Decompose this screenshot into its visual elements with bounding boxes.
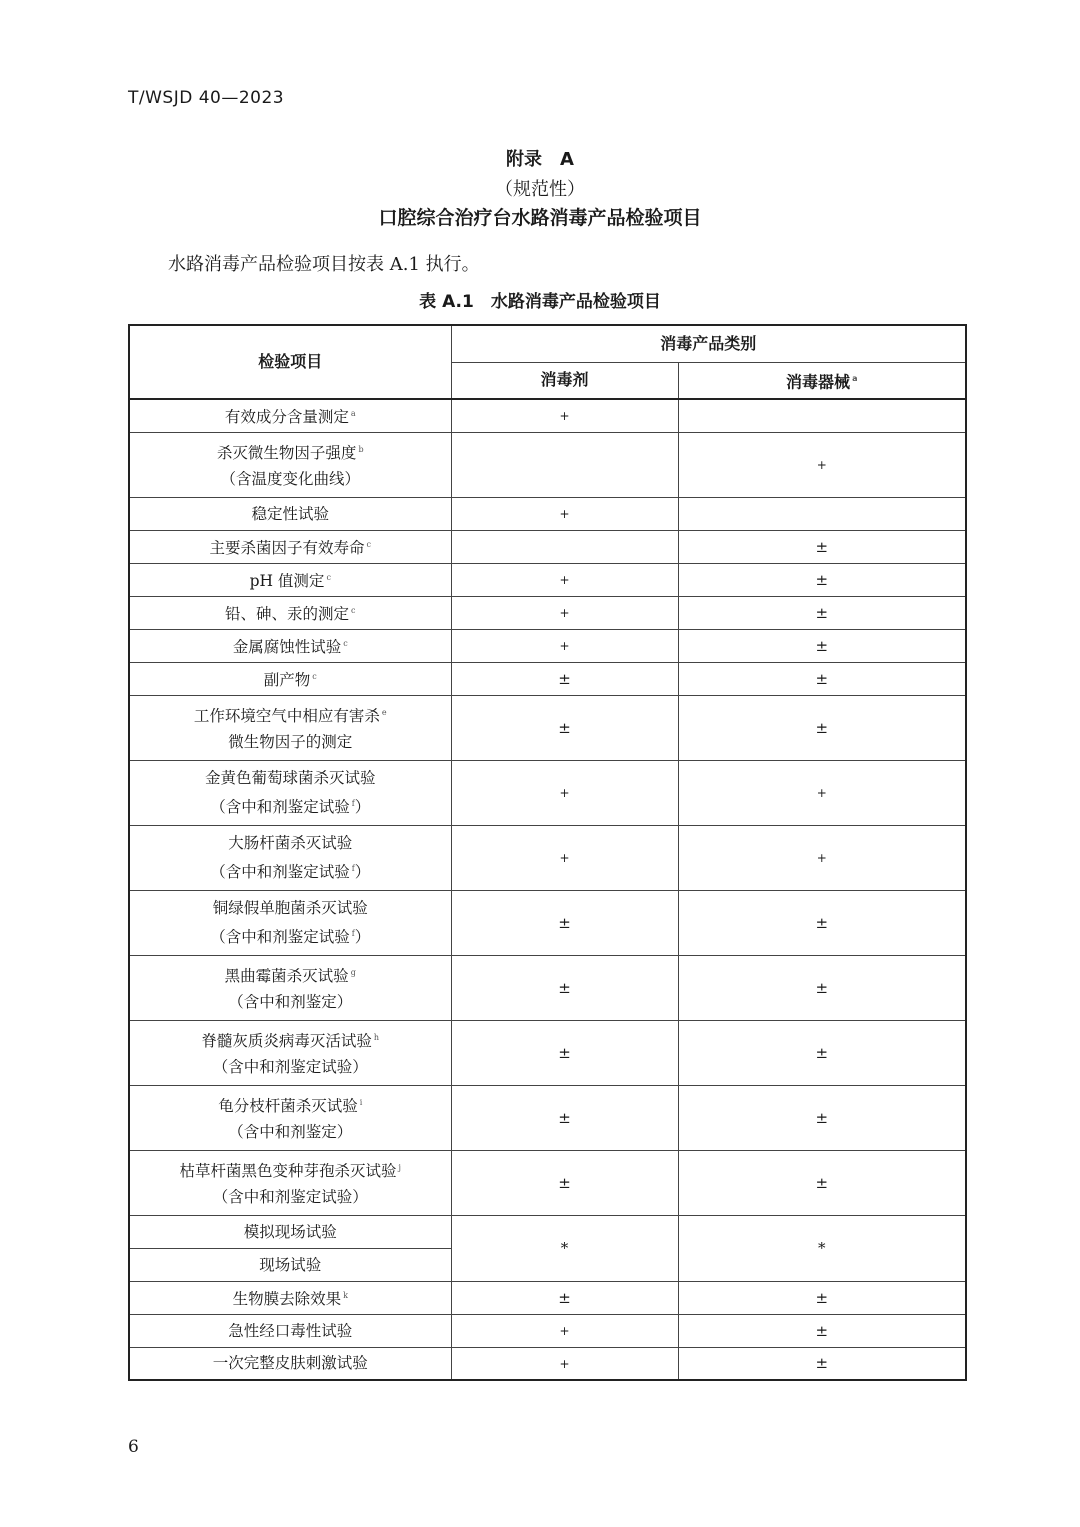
footnote-ref: a: [852, 373, 858, 383]
device-cell-value: ±: [815, 1108, 829, 1127]
disinfectant-cell: [451, 1085, 678, 1150]
footnote-ref: f: [351, 863, 355, 873]
disinfectant-cell: [451, 695, 678, 760]
inspection-item-cell: [129, 1314, 451, 1347]
disinfectant-cell-value: +: [559, 606, 570, 620]
table-caption: 表 A.1 水路消毒产品检验项目: [419, 292, 661, 312]
device-cell: [678, 399, 966, 432]
item-name: 枯草杆菌黑色变种芽孢杀灭试验: [179, 1162, 397, 1181]
disinfectant-cell-value: ±: [558, 718, 571, 737]
inspection-item-cell: [129, 1150, 451, 1215]
device-cell: [678, 1085, 966, 1150]
disinfectant-cell: [451, 1215, 678, 1281]
device-cell-value: *: [818, 1239, 826, 1257]
item-name: 模拟现场试验: [243, 1222, 337, 1241]
footnote-ref: j: [398, 1162, 401, 1172]
item-name-line2-end: ）: [354, 863, 371, 882]
inspection-item-cell: [129, 825, 451, 890]
item-name-line2: （含中和剂鉴定）: [228, 993, 353, 1012]
item-name: 急性经口毒性试验: [228, 1321, 353, 1340]
device-cell: [678, 1281, 966, 1314]
footnote-ref: k: [343, 1290, 348, 1300]
device-cell: [678, 497, 966, 530]
inspection-item-cell: [129, 1281, 451, 1314]
table-row: [129, 530, 966, 563]
table-row: [129, 1314, 966, 1347]
disinfectant-cell: [451, 1020, 678, 1085]
device-cell: [678, 825, 966, 890]
item-name: 铜绿假单胞菌杀灭试验: [212, 898, 368, 917]
disinfectant-cell: [451, 596, 678, 629]
item-name: 生物膜去除效果: [232, 1290, 342, 1309]
device-cell: [678, 596, 966, 629]
disinfectant-cell: [451, 760, 678, 825]
inspection-item-cell: [129, 399, 451, 432]
inspection-item-cell: [129, 695, 451, 760]
item-name: 大肠杆菌杀灭试验: [228, 833, 353, 852]
device-cell-value: ±: [815, 1043, 829, 1062]
device-cell: [678, 955, 966, 1020]
device-cell: [678, 432, 966, 497]
footnote-ref: g: [350, 967, 356, 977]
appendix-title: 附录 A: [506, 149, 574, 170]
footnote-ref: c: [351, 605, 356, 615]
disinfectant-cell: [451, 1314, 678, 1347]
device-cell-value: ±: [815, 978, 829, 997]
table-row: [129, 955, 966, 1020]
header-device-label: 消毒器械: [786, 371, 851, 391]
table-row: [129, 662, 966, 695]
table-row: [129, 629, 966, 662]
disinfectant-cell-value: +: [559, 851, 570, 865]
table-body: [129, 399, 966, 1380]
item-name: 龟分枝杆菌杀灭试验: [218, 1097, 358, 1116]
item-name: 杀灭微生物因子强度: [216, 444, 357, 463]
footnote-ref: c: [326, 572, 331, 582]
device-cell: [678, 1215, 966, 1281]
device-cell-value: ±: [815, 718, 829, 737]
item-name-line2: （含中和剂鉴定试验: [210, 798, 350, 817]
device-cell-value: ±: [815, 669, 829, 688]
disinfectant-cell-value: +: [559, 507, 570, 521]
disinfectant-cell: [451, 890, 678, 955]
inspection-item-cell: [129, 1215, 451, 1248]
header-product-category: 消毒产品类别: [451, 325, 966, 362]
device-cell-value: ±: [815, 1321, 829, 1340]
item-name: 金黄色葡萄球菌杀灭试验: [204, 768, 376, 787]
item-name-line2: （含温度变化曲线）: [220, 470, 360, 489]
item-name-line2-end: ）: [354, 928, 371, 947]
table-row: [129, 1085, 966, 1150]
item-name: 有效成分含量测定: [224, 408, 349, 427]
item-name: pH 值测定: [249, 572, 325, 591]
disinfectant-cell: [451, 825, 678, 890]
inspection-item-cell: [129, 1085, 451, 1150]
disinfectant-cell-value: +: [559, 1324, 570, 1338]
table-row: [129, 399, 966, 432]
disinfectant-cell: [451, 497, 678, 530]
table-row: [129, 695, 966, 760]
footnote-ref: a: [350, 409, 356, 419]
item-name-line2: （含中和剂鉴定试验: [210, 928, 350, 947]
device-cell-value: ±: [815, 537, 829, 556]
device-cell-value: +: [816, 786, 827, 800]
footnote-ref: h: [373, 1032, 380, 1042]
disinfectant-cell-value: ±: [558, 1043, 571, 1062]
table-row: [129, 563, 966, 596]
inspection-item-cell: [129, 596, 451, 629]
inspection-item-cell: [129, 1248, 451, 1281]
disinfectant-cell-value: ±: [558, 669, 571, 688]
table-row: [129, 1281, 966, 1314]
item-name: 铅、砷、汞的测定: [225, 605, 350, 624]
item-name: 主要杀菌因子有效寿命: [209, 539, 365, 558]
item-name: 现场试验: [259, 1255, 322, 1274]
page-number: 6: [128, 1437, 139, 1457]
item-name-line2: （含中和剂鉴定试验）: [212, 1188, 368, 1207]
device-cell: [678, 629, 966, 662]
device-cell-value: ±: [815, 636, 829, 655]
disinfectant-cell-value: *: [560, 1239, 569, 1257]
footnote-ref: f: [351, 798, 355, 808]
table-row: [129, 432, 966, 497]
device-cell-value: ±: [815, 603, 829, 622]
device-cell-value: ±: [815, 570, 829, 589]
footnote-ref: i: [359, 1097, 363, 1107]
disinfectant-cell-value: +: [559, 409, 570, 424]
item-name-line2: 微生物因子的测定: [228, 733, 353, 752]
device-cell: [678, 662, 966, 695]
table-row: [129, 825, 966, 890]
item-name: 副产物: [263, 671, 311, 690]
item-name-line2: （含中和剂鉴定）: [228, 1123, 353, 1142]
device-cell-value: ±: [815, 1288, 829, 1307]
disinfectant-cell-value: +: [559, 786, 570, 800]
disinfectant-cell: [451, 629, 678, 662]
item-name: 黑曲霉菌杀灭试验: [224, 967, 349, 986]
disinfectant-cell-value: ±: [558, 1288, 571, 1307]
inspection-item-cell: [129, 530, 451, 563]
header-disinfectant-label: 消毒剂: [540, 370, 589, 390]
inspection-item-cell: [129, 497, 451, 530]
disinfectant-cell: [451, 432, 678, 497]
disinfectant-cell: [451, 955, 678, 1020]
device-cell-value: ±: [815, 1173, 829, 1192]
item-name: 脊髓灰质炎病毒灭活试验: [201, 1032, 372, 1051]
disinfectant-cell: [451, 1281, 678, 1314]
device-cell-value: +: [816, 458, 827, 472]
inspection-item-cell: [129, 662, 451, 695]
table-row: [129, 890, 966, 955]
table-row: [129, 1215, 966, 1248]
item-name-line2: （含中和剂鉴定试验）: [212, 1058, 368, 1077]
disinfectant-cell-value: +: [559, 639, 570, 653]
disinfectant-cell-value: +: [559, 1356, 570, 1371]
disinfectant-cell: [451, 530, 678, 563]
disinfectant-cell: [451, 1150, 678, 1215]
header-inspection-item: 检验项目: [129, 325, 451, 399]
item-name: 一次完整皮肤刺激试验: [212, 1354, 368, 1373]
inspection-item-cell: [129, 1020, 451, 1085]
disinfectant-cell-value: ±: [558, 1108, 571, 1127]
disinfectant-cell-value: ±: [558, 913, 571, 932]
item-name: 工作环境空气中相应有害杀: [193, 707, 380, 726]
item-name: 稳定性试验: [251, 504, 329, 523]
device-cell-value: +: [816, 851, 827, 865]
device-cell-value: ±: [815, 1354, 829, 1373]
header-disinfectant: [451, 362, 678, 399]
disinfectant-cell: [451, 662, 678, 695]
device-cell: [678, 695, 966, 760]
item-name-line2-end: ）: [354, 798, 371, 817]
footnote-ref: e: [381, 707, 387, 717]
table-row: [129, 1347, 966, 1380]
document-code: T/WSJD 40—2023: [128, 88, 285, 108]
inspection-item-cell: [129, 629, 451, 662]
inspection-item-cell: [129, 563, 451, 596]
item-name-line2: （含中和剂鉴定试验: [210, 863, 350, 882]
inspection-item-cell: [129, 1347, 451, 1380]
device-cell: [678, 563, 966, 596]
disinfectant-cell: [451, 563, 678, 596]
device-cell: [678, 1347, 966, 1380]
disinfectant-cell: [451, 399, 678, 432]
device-cell: [678, 1020, 966, 1085]
item-name: 金属腐蚀性试验: [232, 638, 342, 657]
device-cell: [678, 760, 966, 825]
device-cell: [678, 1150, 966, 1215]
inspection-items-table: [128, 324, 967, 1381]
device-cell-value: ±: [815, 913, 829, 932]
footnote-ref: f: [351, 928, 355, 938]
table-row: [129, 1020, 966, 1085]
table-row: [129, 760, 966, 825]
appendix-normative-label: （规范性）: [495, 179, 585, 200]
inspection-item-cell: [129, 890, 451, 955]
inspection-item-cell: [129, 955, 451, 1020]
table-row: [129, 497, 966, 530]
footnote-ref: c: [343, 638, 348, 648]
disinfectant-cell-value: ±: [558, 1173, 571, 1192]
footnote-ref: c: [366, 539, 371, 549]
device-cell: [678, 530, 966, 563]
intro-paragraph: 水路消毒产品检验项目按表 A.1 执行。: [168, 254, 480, 275]
inspection-item-cell: [129, 432, 451, 497]
inspection-item-cell: [129, 760, 451, 825]
disinfectant-cell-value: +: [559, 573, 570, 587]
table-row: [129, 596, 966, 629]
device-cell: [678, 1314, 966, 1347]
appendix-subject: 口腔综合治疗台水路消毒产品检验项目: [378, 207, 702, 229]
footnote-ref: c: [312, 671, 317, 681]
disinfectant-cell: [451, 1347, 678, 1380]
footnote-ref: b: [358, 444, 364, 454]
device-cell: [678, 890, 966, 955]
disinfectant-cell-value: ±: [558, 978, 571, 997]
header-device: [678, 362, 966, 399]
table-row: [129, 1150, 966, 1215]
